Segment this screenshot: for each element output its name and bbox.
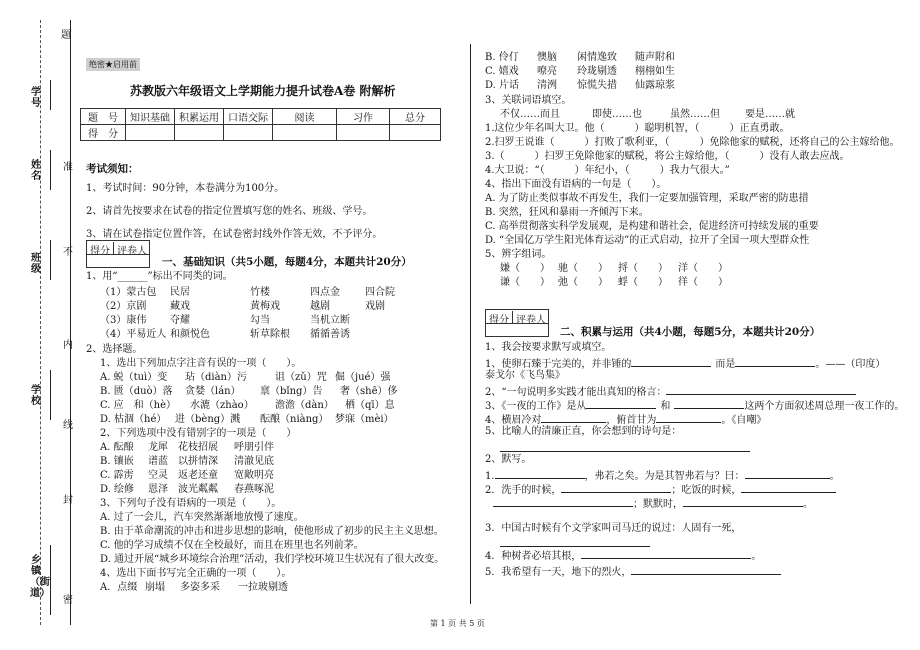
- option: C. 他的学习成绩不仅在全校最好，而且在班里也名列前茅。: [100, 540, 364, 551]
- answer-blank[interactable]: [586, 398, 656, 409]
- page-title: 苏教版六年级语文上学期能力提升试卷A卷 附解析: [130, 84, 396, 98]
- question-2-3: 3、下列句子没有语病的一项是（ ）。: [100, 498, 282, 509]
- fill-line: [485, 496, 813, 511]
- question-2-2: 2、下列选项中没有错别字的一项是（ ）: [100, 428, 297, 439]
- question-2-4: 4、选出下面书写完全正确的一项（ ）。: [100, 568, 292, 579]
- option: 闲情逸致: [577, 52, 617, 63]
- score-table-cell: 总分: [390, 109, 441, 125]
- q1-word: 四点金: [310, 287, 340, 298]
- fill-text: 5、比喻人的清廉正直，你会想到的诗句是：: [485, 426, 682, 437]
- option: B. 由于革命潮流的冲击和进步思想的影响，使他形成了初步的民主主义思想。: [100, 526, 444, 537]
- fill-text: 2、“一句说明多实践才能出真知的格言：: [485, 387, 667, 398]
- option: 惊慌失措: [577, 80, 617, 91]
- score-table-cell: 得 分: [81, 125, 126, 141]
- option: 春燕啄泥: [234, 484, 274, 495]
- char-blank[interactable]: 嫌（ ）: [500, 263, 550, 274]
- option: A. 为了防止类似事故不再发生，我们一定要加强管理，采取严密的防患措: [485, 193, 809, 204]
- binding-dashed-line: [40, 20, 41, 625]
- score-input-cell[interactable]: [273, 125, 337, 141]
- question-4: 4、指出下面没有语病的一句是（ ）。: [485, 179, 667, 190]
- reviewer-box-label: 评卷人: [512, 311, 549, 323]
- option: 澹澹（dàn）: [255, 400, 334, 411]
- column-divider: [470, 44, 471, 604]
- fill-text: 。: [751, 551, 762, 562]
- option: 倔（jué）强: [325, 372, 391, 383]
- fill-text: 。: [829, 471, 840, 482]
- char-blank[interactable]: 驰（ ）: [558, 263, 608, 274]
- option: 空灵: [148, 470, 168, 481]
- fill-text: 1、使卵石臻于完美的，并非锤的: [485, 359, 632, 370]
- fill-text: ，弗若之矣。为是其智弗若与？曰：: [584, 471, 745, 482]
- fill-line: [485, 384, 856, 399]
- fill-text: 4、横眉冷对: [485, 415, 542, 426]
- fill-text: 而是: [715, 359, 736, 370]
- option: D. 绘修: [100, 484, 135, 495]
- score-input-cell[interactable]: [224, 125, 273, 141]
- score-box-input[interactable]: [87, 254, 149, 268]
- option: 清洌: [537, 80, 557, 91]
- answer-blank[interactable]: [495, 468, 585, 479]
- fill-text: 3、《一夜的工作》是从: [485, 401, 587, 412]
- char-blank[interactable]: 谦（ ）: [500, 277, 550, 288]
- name-field[interactable]: [50, 150, 61, 190]
- option: 谱蓝: [148, 456, 168, 467]
- q1-word: 勾当: [250, 315, 270, 326]
- option: B. 镶嵌: [100, 456, 134, 467]
- option: 一拉玻剔透: [238, 582, 288, 593]
- option: B. 伶仃: [485, 52, 519, 63]
- q1-word: 竹楼: [250, 287, 270, 298]
- option: A．点缀: [100, 582, 138, 593]
- class-label: 班级: [31, 253, 41, 275]
- question-s2-1: 1、我会按要求默写或填空。: [485, 342, 612, 353]
- option: 多姿多采: [180, 582, 220, 593]
- fill-text: 2．洗手的时候，: [485, 485, 562, 496]
- binding-note-feng: 封: [63, 495, 73, 506]
- answer-blank[interactable]: [683, 496, 803, 507]
- option: 玷（diàn）污: [185, 372, 248, 383]
- q1-word: （3）康伟: [100, 315, 147, 326]
- notice-item: 1、考试时间：90分钟，本卷满分为100分。: [86, 183, 285, 194]
- school-field[interactable]: [50, 370, 61, 420]
- score-table-cell: 知识基础: [126, 109, 175, 125]
- score-input-cell[interactable]: [390, 125, 441, 141]
- answer-blank[interactable]: [735, 356, 815, 367]
- fill-item[interactable]: 3.（ ）扫罗王免除他家的赋税，将公主嫁给他，（ ）没有人敢去应战。: [485, 151, 850, 162]
- option: C. 高举贯彻落实科学发展观，是构建和谐社会，促进经济可持续发展的重要: [485, 221, 819, 232]
- fill-line: [485, 356, 885, 371]
- answer-blank[interactable]: [581, 548, 751, 559]
- section2-score-box: [485, 309, 549, 337]
- q1-word: 和颜悦色: [170, 329, 210, 340]
- fill-text: 5．我希望有一天，地下的烈火，: [485, 567, 632, 578]
- conjunction: 要是……就: [745, 109, 795, 120]
- notice-title: 考试须知：: [86, 163, 139, 175]
- fill-item[interactable]: 4.大卫说：“（ ）年纪小，（ ）我力气很大。”: [485, 165, 730, 176]
- option: 栩栩如生: [635, 66, 675, 77]
- option: 呼朋引伴: [234, 442, 274, 453]
- fill-text: 。: [803, 499, 813, 510]
- page-footer: 第 1 页 共 5 页: [430, 619, 485, 628]
- q1-word: 斩草除根: [250, 329, 290, 340]
- option: 波光粼粼: [178, 484, 218, 495]
- fill-line: [485, 412, 766, 427]
- answer-blank[interactable]: [656, 412, 721, 423]
- binding-solid-line: [70, 20, 71, 625]
- binding-note-mi: 密: [63, 595, 73, 606]
- student-id-label: 学号: [31, 87, 41, 109]
- fill-text: 这两个方面叙述周总理一夜工作的。: [744, 401, 905, 412]
- question-2-1: 1、选出下列加点字注音有误的一项（ ）。: [100, 358, 302, 369]
- fill-text: 3．中国古时候有个文学家叫司马迁的说过：人固有一死，: [485, 523, 742, 534]
- notice-item: 2、请首先按要求在试卷的指定位置填写您的姓名、班级、学号。: [86, 206, 373, 217]
- char-blank[interactable]: 捋（ ）: [618, 263, 668, 274]
- conjunction: 不仅……而且: [500, 109, 560, 120]
- q1-word: （2）京剧: [100, 301, 147, 312]
- option: C. 应 和（hè）: [100, 400, 177, 411]
- answer-blank[interactable]: [666, 384, 856, 395]
- section2-title: 二、积累与运用（共4小题，每题5分，本题共计20分）: [560, 326, 821, 338]
- town-field[interactable]: [50, 545, 61, 615]
- score-box-label: 得分: [90, 246, 110, 257]
- question-2: 2、选择题。: [86, 344, 143, 355]
- option: 梦寐（mèi）: [315, 414, 394, 425]
- q1-word: 四合院: [365, 287, 395, 298]
- option: 诅（zǔ）咒: [255, 372, 327, 383]
- binding-note-xian: 线: [63, 420, 73, 431]
- option: 以拼情深: [178, 456, 218, 467]
- fill-line: [485, 564, 781, 579]
- q1-word: （4）平易近人: [100, 329, 167, 340]
- q1-word: 戏剧: [365, 301, 385, 312]
- option: 水漉（zhào）: [170, 400, 254, 411]
- fill-item[interactable]: 1.这位少年名叫大卫。他（ ）聪明机智，（ ）正直勇敢。: [485, 123, 790, 134]
- option: 宽敞明亮: [234, 470, 274, 481]
- option: A. 过了一会儿，汽车突然渐渐地放慢了速度。: [100, 512, 304, 523]
- fill-line: [485, 548, 761, 563]
- score-input-cell[interactable]: [175, 125, 224, 141]
- score-table-cell: 题 号: [81, 109, 126, 125]
- score-table-score-row: [81, 125, 441, 141]
- question-s2-2: 2、默写。: [485, 454, 532, 465]
- fill-text: ；吃饭的时候，: [671, 485, 742, 496]
- fill-text: 4．种树者必培其根，: [485, 551, 582, 562]
- fill-text: 1.: [485, 471, 495, 482]
- answer-blank[interactable]: [493, 496, 633, 507]
- option: 仙露琼浆: [635, 80, 675, 91]
- conjunction: 虽然……但: [670, 109, 720, 120]
- school-label: 学校: [31, 385, 41, 407]
- notice-item: 3、请在试卷指定位置作答，在试卷密封线外作答无效，不予评分。: [86, 229, 383, 240]
- q1-word: （1）蒙古包: [100, 287, 157, 298]
- option: 崩塌: [145, 582, 165, 593]
- option: 玲珑剔透: [577, 66, 617, 77]
- option: C. 嬉戏: [485, 66, 519, 77]
- q1-word: 民居: [170, 287, 190, 298]
- option: 嘹亮: [537, 66, 557, 77]
- option: D. 片话: [485, 80, 520, 91]
- section1-score-box: [86, 240, 150, 268]
- question-5: 5、辨字组词。: [485, 249, 552, 260]
- answer-blank[interactable]: [500, 441, 750, 452]
- score-table-header-row: [81, 109, 441, 125]
- answer-blank[interactable]: [500, 536, 650, 547]
- score-box-label: 得分: [489, 315, 509, 326]
- option: 随声附和: [635, 52, 675, 63]
- option: D. “全国亿万学生阳光体育运动”的正式启动，拉开了全国一项大型群众性: [485, 235, 810, 246]
- name-label: 姓名: [31, 160, 41, 182]
- char-blank[interactable]: 洋（ ）: [678, 263, 728, 274]
- fill-text: 。——（印度）: [815, 359, 886, 370]
- binding-note-top: 题: [61, 30, 71, 41]
- answer-blank[interactable]: [745, 468, 830, 479]
- q1-word: 黄梅戏: [250, 301, 280, 312]
- binding-note-nei: 内: [63, 340, 73, 351]
- option: 龙犀: [148, 442, 168, 453]
- section1-title: 一、基础知识（共5小题，每题4分，本题共计20分）: [162, 256, 412, 268]
- answer-blank[interactable]: [631, 356, 711, 367]
- option: 返老还童: [178, 470, 218, 481]
- score-table-cell: 口语交际: [224, 109, 273, 125]
- char-blank[interactable]: 蜉（ ）: [618, 277, 668, 288]
- fill-line: [485, 482, 836, 497]
- option: 懊脑: [537, 52, 557, 63]
- option: A. 蜕（tuì）变: [100, 372, 168, 383]
- q1-word: 夺耀: [170, 315, 190, 326]
- option: 进（bèng）溅: [155, 414, 241, 425]
- option: C. 霹雳: [100, 470, 134, 481]
- answer-blank[interactable]: [541, 412, 606, 423]
- score-table-cell: 积累运用: [175, 109, 224, 125]
- binding-note-zhun: 准: [63, 162, 73, 173]
- fill-line: [485, 468, 840, 483]
- fill-line: [485, 398, 904, 413]
- class-field[interactable]: [50, 240, 61, 280]
- reviewer-box-label: 评卷人: [113, 242, 150, 254]
- answer-blank[interactable]: [631, 564, 781, 575]
- score-table: [80, 108, 441, 141]
- q1-word: 循循善诱: [310, 329, 350, 340]
- fill-text: ；默默时，: [633, 499, 683, 510]
- score-table-cell: 习作: [337, 109, 390, 125]
- binding-note-bu: 不: [63, 247, 73, 258]
- answer-blank[interactable]: [674, 398, 744, 409]
- student-id-field[interactable]: [50, 80, 61, 110]
- option: A. 酝酿: [100, 442, 134, 453]
- answer-blank[interactable]: [741, 482, 836, 493]
- char-blank[interactable]: 徉（ ）: [678, 277, 728, 288]
- option: 贪婪（lán）: [185, 386, 241, 397]
- q1-word: 越剧: [310, 301, 330, 312]
- option: B. 突然，狂风和暴雨一齐倾泻下来。: [485, 207, 649, 218]
- question-3: 3、关联词语填空。: [485, 95, 572, 106]
- question-1: 1、用“______”标出不同类的词。: [86, 271, 233, 282]
- fill-text: 。《自嘲》: [721, 415, 767, 426]
- conjunction: 即使……也: [592, 109, 642, 120]
- option: 恩泽: [148, 484, 168, 495]
- option: 奢（shē）侈: [320, 386, 398, 397]
- option: 酝酿（niàng）: [240, 414, 329, 425]
- fill-text: 和: [660, 401, 671, 412]
- option: D. 通过开展“城乡环境综合治理”活动，我们学校环境卫生状况有了很大改变。: [100, 554, 445, 565]
- fill-text: ，俯首甘为: [606, 415, 657, 426]
- town-label: 乡镇（街道）: [30, 555, 50, 599]
- q1-word: 当机立断: [310, 315, 350, 326]
- score-box-input[interactable]: [486, 323, 548, 337]
- option: D. 枯涸（hé）: [100, 414, 167, 425]
- q1-word: 藏戏: [170, 301, 190, 312]
- secret-label: 绝密★启用前: [86, 58, 140, 71]
- option: 栖（qī）息: [325, 400, 395, 411]
- answer-blank[interactable]: [561, 482, 671, 493]
- option: 花枝招展: [178, 442, 218, 453]
- fill-text: 泰戈尔《飞鸟集》: [485, 370, 565, 381]
- score-input-cell[interactable]: [126, 125, 175, 141]
- fill-item[interactable]: 2.扫罗王说谁（ ）打败了歌利亚，（ ）免除他家的赋税，还将自己的公主嫁给他。: [485, 137, 900, 148]
- score-table-cell: 阅读: [273, 109, 337, 125]
- option: B. 匮（duò）落: [100, 386, 173, 397]
- score-input-cell[interactable]: [337, 125, 390, 141]
- option: 禀（bǐng）告: [240, 386, 323, 397]
- option: 清澈见底: [234, 456, 274, 467]
- char-blank[interactable]: 弛（ ）: [558, 277, 608, 288]
